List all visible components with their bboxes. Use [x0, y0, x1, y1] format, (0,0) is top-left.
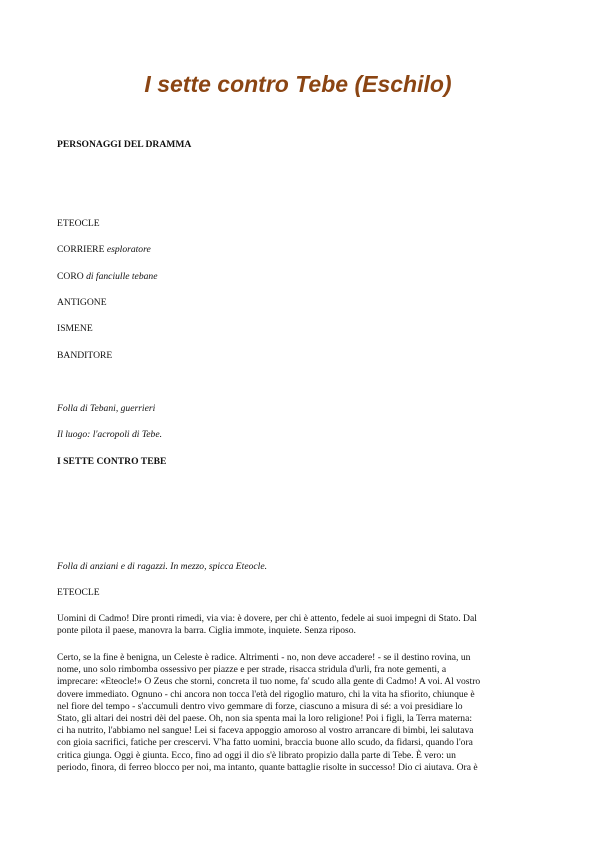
character-name: ISMENE	[57, 323, 93, 334]
character-eteocle	[57, 218, 100, 230]
text-line: critica giunga. Oggi è giunta. Ecco, fino ad oggi il dio s'è librato propizio dalla parte di Tebe. È vero: un	[57, 749, 456, 761]
paragraph-1	[57, 613, 541, 637]
text-line: ci ha nutrito, l'abbiamo nel sangue! Lei si faceva appoggio amoroso al vostro arrancare di bimbi, lei salutava	[57, 725, 474, 737]
stage-direction: Folla di anziani e di ragazzi. In mezzo, spicca Eteocle.	[57, 561, 267, 572]
character-coro	[57, 271, 157, 283]
character-ismene	[57, 323, 93, 335]
character-name: BANDITORE	[57, 350, 113, 361]
paragraph-2	[57, 652, 541, 774]
character-name: CORO	[57, 271, 84, 282]
character-banditore	[57, 350, 112, 362]
character-antigone	[57, 297, 107, 309]
text-line: ponte pilota il paese, manovra la barra. Ciglia immote, inquiete. Senza riposo.	[57, 625, 356, 637]
character-role: esploratore	[106, 244, 151, 255]
character-corriere	[57, 244, 151, 256]
character-name: ANTIGONE	[57, 297, 107, 308]
speaker-name: ETEOCLE	[57, 587, 100, 598]
characters-heading: PERSONAGGI DEL DRAMMA	[57, 139, 192, 150]
text-line: periodo, finora, di ferreo blocco per noi, ma intanto, quante battaglie risolte in successo! Dio ci aiutava. Ora è	[57, 761, 478, 773]
character-role: di fanciulle tebane	[86, 271, 158, 282]
text-line: nel fiore del tempo - s'accumuli dentro vivo gemmare di forze, ciascuno a misura di sé: a voi presidiare lo	[57, 700, 463, 712]
document-title: I sette contro Tebe (Eschilo)	[144, 71, 452, 97]
text-line: Uomini di Cadmo! Dire pronti rimedi, via via: è dovere, per chi è attento, fedele ai suoi impegni di Stato. Dal	[57, 613, 477, 624]
text-line: con gioia sacrifici, fatiche per crescervi. V'ha fatto uomini, braccia buone allo scudo, da fidarsi, quando l'ora	[57, 737, 473, 749]
text-line: imprecare: «Eteocle!» O Zeus che storni, concreta il tuo nome, fa' scudo alla gente di Cadmo! A voi. Al vostro	[57, 676, 481, 688]
play-heading: I SETTE CONTRO TEBE	[57, 456, 167, 467]
character-name: CORRIERE	[57, 244, 105, 255]
text-line: Stato, gli altari dei nostri dèi del paese. Oh, non sia spenta mai la loro religione! Poi i figli, la Terra materna:	[57, 713, 473, 725]
text-line: Certo, se la fine è benigna, un Celeste è radice. Altrimenti - no, non deve accadere! - se il destino rovina, un	[57, 652, 471, 663]
text-line: dovere immediato. Ognuno - chi ancora non tocca l'età del rigoglio maturo, chi la vita ha sfiorito, chiunque è	[57, 688, 475, 700]
setting-line: Il luogo: l'acropoli di Tebe.	[57, 429, 163, 440]
extras-line: Folla di Tebani, guerrieri	[57, 403, 156, 414]
character-name: ETEOCLE	[57, 218, 100, 229]
text-line: nome, uno solo rimbomba ossessivo per piazze e per strade, risacca stridula d'urli, fra note gementi, a	[57, 664, 447, 676]
